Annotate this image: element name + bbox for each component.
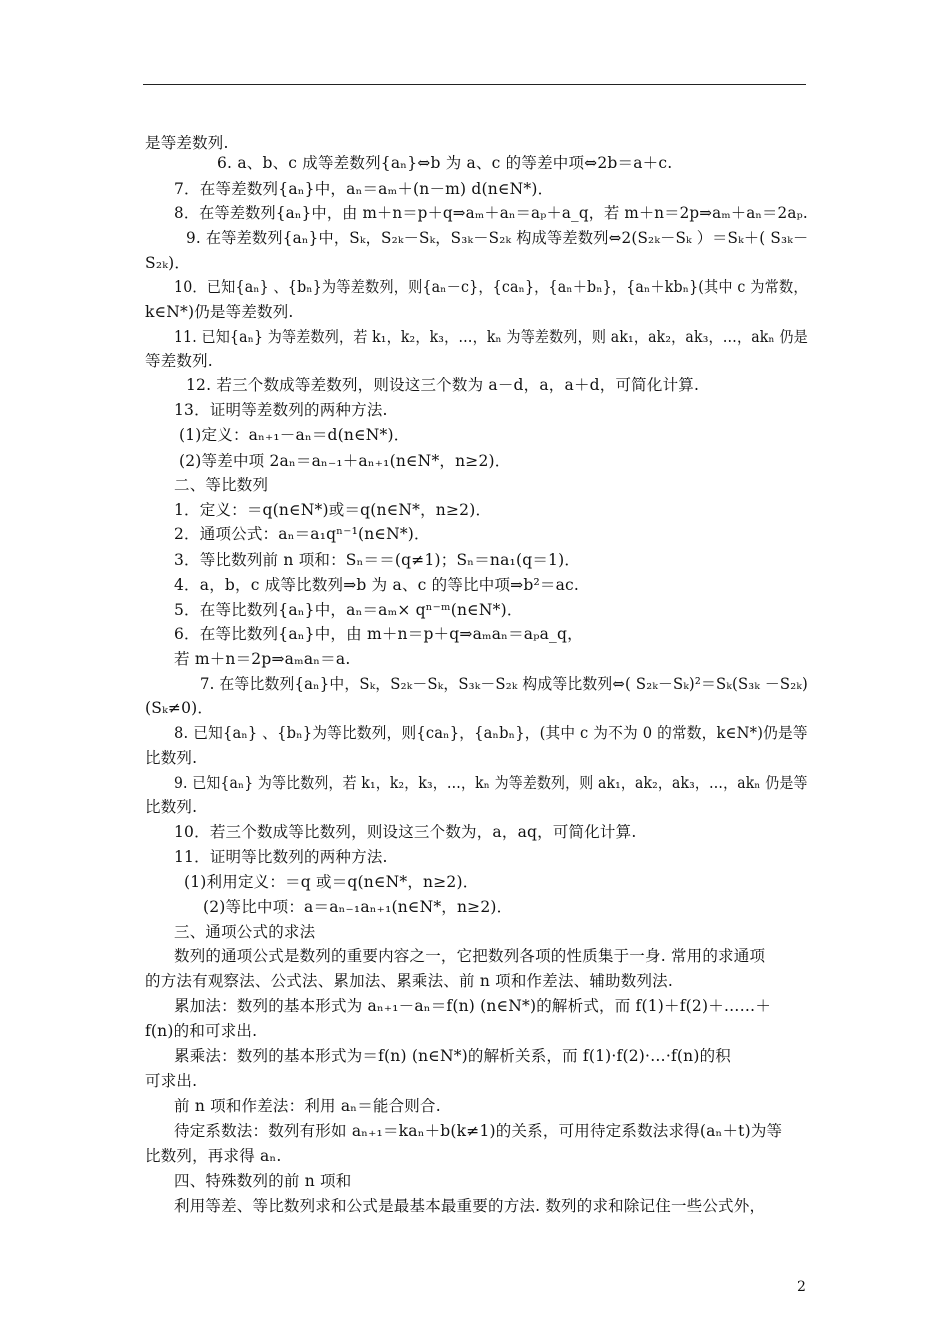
- text-line: 10．已知{aₙ} 、{bₙ}为等差数列，则{aₙ－c}，{caₙ}，{aₙ＋bₙ}，{aₙ＋kbₙ}(其中 c 为常数，: [174, 278, 808, 296]
- text-line: 累加法：数列的基本形式为 aₙ₊₁－aₙ＝f(n) (n∈N*)的解析式，而 f(1)＋f(2)＋……＋: [174, 997, 772, 1015]
- text-line: 10．若三个数成等比数列，则设这三个数为，a，aq，可简化计算.: [174, 823, 637, 841]
- text-line: 3．等比数列前 n 项和：Sₙ＝＝(q≠1)；Sₙ＝na₁(q＝1)．: [174, 551, 581, 569]
- text-line: 11．证明等比数列的两种方法.: [174, 848, 388, 866]
- text-line: 1．定义：＝q(n∈N*)或＝q(n∈N*，n≥2)．: [174, 501, 492, 519]
- text-line: (2)等差中项 2aₙ＝aₙ₋₁＋aₙ₊₁(n∈N*，n≥2)．: [179, 452, 511, 470]
- text-line: 前 n 项和作差法：利用 aₙ＝能合则合.: [174, 1097, 441, 1115]
- text-line: 8．在等差数列{aₙ}中，由 m＋n＝p＋q⇒aₘ＋aₙ＝aₚ＋a_q，若 m＋n＝2p⇒aₘ＋aₙ＝2aₚ.: [174, 204, 808, 222]
- text-line: f(n)的和可求出.: [145, 1022, 258, 1040]
- text-line: 5．在等比数列{aₙ}中，aₙ＝aₘ× qⁿ⁻ᵐ(n∈N*)．: [174, 601, 523, 619]
- text-line: 比数列.: [145, 749, 198, 767]
- text-line: 可求出.: [145, 1072, 198, 1090]
- text-line: k∈N*)仍是等差数列.: [145, 303, 294, 321]
- text-line: 4．a，b，c 成等比数列⇒b 为 a、c 的等比中项⇒b²＝ac.: [174, 576, 580, 594]
- text-line: 若 m＋n＝2p⇒aₘaₙ＝a.: [174, 650, 351, 668]
- text-line: 9. 在等差数列{aₙ}中，Sₖ，S₂ₖ－Sₖ，S₃ₖ－S₂ₖ 构成等差数列⇔2(S₂ₖ－Sₖ ）＝Sₖ＋( S₃ₖ－: [186, 229, 809, 247]
- text-line: 2．通项公式：aₙ＝a₁qⁿ⁻¹(n∈N*)．: [174, 525, 430, 543]
- text-line: 6．在等比数列{aₙ}中，由 m＋n＝p＋q⇒aₘaₙ＝aₚa_q，: [174, 625, 583, 643]
- text-line: (1)利用定义：＝q 或＝q(n∈N*，n≥2)．: [184, 873, 479, 891]
- text-line: 7. 在等比数列{aₙ}中，Sₖ，S₂ₖ－Sₖ，S₃ₖ－S₂ₖ 构成等比数列⇔( S₂ₖ－Sₖ)²＝Sₖ(S₃ₖ －S₂ₖ): [200, 675, 808, 693]
- text-line: 比数列.: [145, 798, 198, 816]
- text-line: 的方法有观察法、公式法、累加法、累乘法、前 n 项和作差法、辅助数列法.: [145, 972, 673, 990]
- text-line: 7．在等差数列{aₙ}中，aₙ＝aₘ＋(n－m) d(n∈N*)．: [174, 180, 554, 198]
- text-line: 13．证明等差数列的两种方法.: [174, 401, 388, 419]
- section-heading: 二、等比数列: [174, 476, 269, 494]
- text-line: 利用等差、等比数列求和公式是最基本最重要的方法. 数列的求和除记住一些公式外，: [174, 1197, 766, 1215]
- text-line: 12. 若三个数成等差数列，则设这三个数为 a－d，a，a＋d，可简化计算.: [186, 376, 700, 394]
- section-heading: 三、通项公式的求法: [174, 923, 316, 941]
- text-line: 累乘法：数列的基本形式为＝f(n) (n∈N*)的解析关系，而 f(1)·f(2)·…·f(n)的积: [174, 1047, 732, 1065]
- header-rule: [143, 84, 806, 85]
- text-line: (1)定义：aₙ₊₁－aₙ＝d(n∈N*)．: [179, 426, 410, 444]
- text-line: 6. a、b、c 成等差数列{aₙ}⇔b 为 a、c 的等差中项⇔2b＝a＋c.: [217, 154, 673, 172]
- text-line: 8. 已知{aₙ} 、{bₙ}为等比数列，则{caₙ}，{aₙbₙ}，(其中 c 为不为 0 的常数，k∈N*)仍是等: [174, 724, 808, 742]
- section-heading: 四、特殊数列的前 n 项和: [174, 1172, 352, 1190]
- text-line: (2)等比中项：a＝aₙ₋₁aₙ₊₁(n∈N*，n≥2)．: [203, 898, 513, 916]
- text-line: 11. 已知{aₙ} 为等差数列，若 k₁，k₂，k₃，…，kₙ 为等差数列，则 ak₁，ak₂，ak₃，…，akₙ 仍是: [174, 328, 808, 346]
- text-line: 9. 已知{aₙ} 为等比数列，若 k₁，k₂，k₃，…，kₙ 为等差数列，则 ak₁，ak₂，ak₃，…，akₙ 仍是等: [174, 774, 808, 792]
- text-line: S₂ₖ)．: [145, 254, 191, 272]
- text-line: 待定系数法：数列有形如 aₙ₊₁＝kaₙ＋b(k≠1)的关系，可用待定系数法求得(aₙ＋t)为等: [174, 1122, 783, 1140]
- text-line: (Sₖ≠0)．: [145, 699, 214, 717]
- text-line: 是等差数列.: [145, 134, 229, 152]
- text-line: 等差数列.: [145, 352, 213, 370]
- text-line: 比数列，再求得 aₙ.: [145, 1147, 282, 1165]
- page-number: 2: [797, 1279, 806, 1295]
- text-line: 数列的通项公式是数列的重要内容之一，它把数列各项的性质集于一身. 常用的求通项: [174, 947, 766, 965]
